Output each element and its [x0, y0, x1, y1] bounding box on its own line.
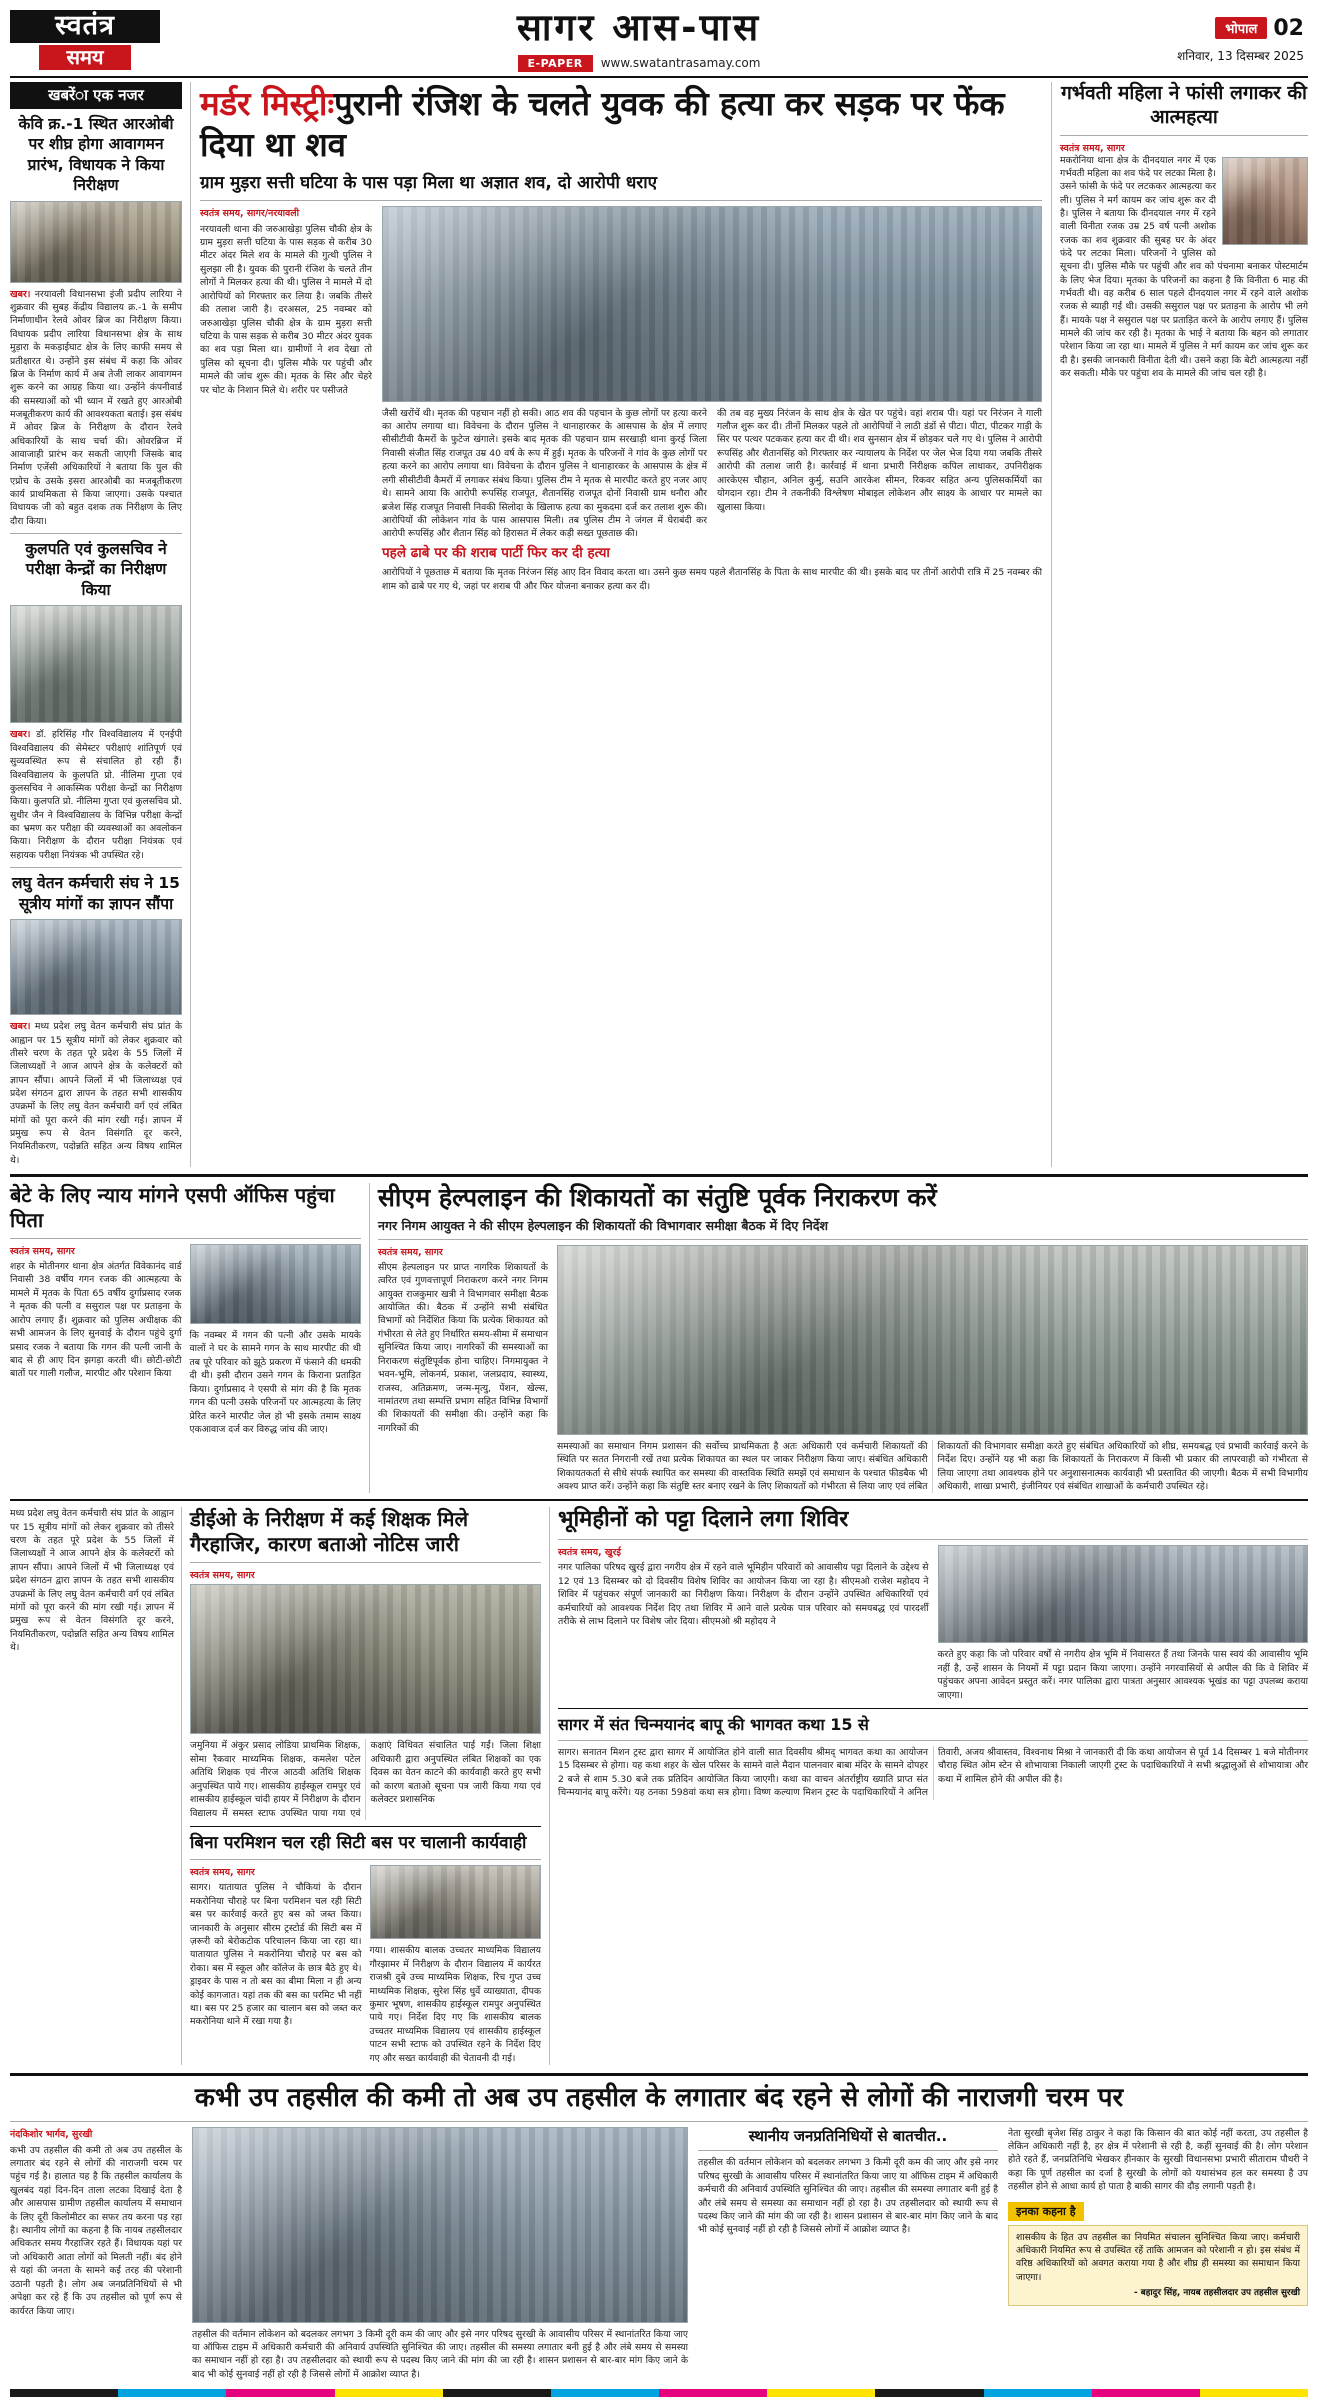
- bhumiheen-col-1: नगर पालिका परिषद खुरई द्वारा नगरीय क्षेत्र में रहने वाले भूमिहीन परिवारों को आवासीय पट्टा दिलाने के उद्देश्य से 12 एवं 13 दिसम्बर को दो दिवसीय विशेष शिविर का आयोजन किया जा रहा है। सीएमओ राजेश महोदय ने शिविर में पहुंचकर संपूर्ण जानकारी का निरीक्षण किया। निरीक्षण के दौरान उन्होंने उपस्थित अधिकारियों एवं कर्मचारियों को आवश्यक निर्देश दिए तथा शिविर में आने वाले प्रत्येक पात्र परिवार को समयबद्ध एवं पारदर्शी तरीके से लाभ दिलाने पर विशेष जोर दिया। सीएमओ श्री महोदय ने: [558, 1562, 929, 1627]
- deo-col-2: गया। शासकीय बालक उच्चतर माध्यमिक विद्यालय गौरझामर में निरीक्षण के दौरान विद्यालय में कार्यरत राजश्री दुबे उच्च माध्यमिक शिक्षक, रिच गुप्त उच्च माध्यमिक शिक्षक, सुरेश सिंह धुर्वे व्याख्याता, दीपक कुमार भूषण, शासकीय हाईस्कूल रामपुर अनुपस्थित पाये गए। निर्देश दिए गए कि शासकीय बालक उच्चतर माध्यमिक विद्यालय एवं शासकीय हाईस्कूल पाटन सभी स्टाफ को उपस्थित रहने के निर्देश दिए गए और सख्त कार्यवाही की चेतावनी दी गई।: [369, 1945, 541, 2064]
- bottom-story: [10, 2082, 1308, 2381]
- sidebar-column: [10, 82, 182, 1167]
- sidebar-item-1-body: खबर। नरयावली विधानसभा इंजी प्रदीप लारिया ने शुक्रवार की सुबह केंद्रीय विद्यालय क्र.-1 के समीप निर्माणाधीन रेलवे ओवर ब्रिज का निरीक्षण किया। विधायक प्रदीप लारिया विधानसभा क्षेत्र के साथ मुड़ारा के मकड़ाईघाट क्षेत्र के लिए काफी समय से प्रतीक्षारत थे। उन्होंने इस संबंध में कहा कि ओवर ब्रिज के निर्माण कार्य में अब तेजी लाकर आवागमन शुरू करने का आग्रह किया था। उन्होंने कंपनीवार्ड की समस्याओं को भी ध्यान में रखते हुए आरओबी मजबूतीकरण कार्य की आवश्यकता बताई। इस संबंध में ओवर ब्रिज के निरीक्षण के दौरान रेलवे अधिकारियों के साथ चर्चा की। ओवरब्रिज में आवाजाही प्रारंभ कर सकती जाएगी जिसके बाद निर्माण एजेंसी अधिकारियों ने बताया कि पुल की एप्रोच के उसके इसरा आरओबी का मजबूतीकरण कार्य प्राथमिकता से किया जाएगा। उसके पश्चात विधायक जी को बहुत दशक तक निरीक्षण के लिए दौरा किया।: [10, 288, 183, 527]
- cm-helpline-byline: स्वतंत्र समय, सागर: [378, 1246, 443, 1258]
- exam-centre-inspection-photo: [10, 605, 182, 723]
- bottom-col-1: [10, 2127, 182, 2382]
- city-bus-body: सागर। यातायात पुलिस ने चौकियां के दौरान मकरोनिया चौराहे पर बिना परमिशन चल रही सिटी बस पर कार्रवाई करते हुए बस को जब्त किया। जानकारी के अनुसार सीरम ट्रस्टोर्ड की सिटी बस में ज़रूरी को बेरोकटोक परिचालन किया जा रहा था। यातायात पुलिस ने मकरोनिया चौराहे पर बस को रोका। बस में स्कूल और कॉलेज के छात्र बैठे हुए थे। ड्राइवर के पास न तो बस का बीमा मिला न ही अन्य कोई कागजात। यहां तक की बस का परमिट भी नहीं था। बस पर 25 हजार का चालान बस को जब्त कर मकरोनिया थाने में रखा गया है।: [190, 1882, 362, 2028]
- sp-office-col-1: शहर के मोतीनगर थाना क्षेत्र अंतर्गत विवेकानंद वार्ड निवासी 38 वर्षीय गगन रजक की आत्महत्या के मामले में मृतक के पिता 65 वर्षीय दुर्गाप्रसाद रजक ने मृतक की पत्नी व ससुराल पक्ष पर प्रताड़ना के आरोप लगाए हैं। शुक्रवार को पुलिस अधीक्षक की सभी आमजन के लिए सुनवाई के दौरान पहुंचे दुर्गा प्रसाद रजक ने बताया कि गगन की पत्नी जानी के बाद से ही आए दिन झगड़ा करती थी। छोटी-छोटी बातों पर गाली गलौज, मारपीट और परेशान किया: [10, 1261, 182, 1380]
- city-bus-byline: स्वतंत्र समय, सागर: [190, 1867, 255, 1879]
- father-at-sp-office-photo: [190, 1244, 362, 1324]
- bhumiheen-col-2: करते हुए कहा कि जो परिवार वर्षों से नगरीय क्षेत्र भूमि में निवासरत हैं तथा जिनके पास स्वयं की आवासीय भूमि नहीं है, उन्हें शासन के नियमों में पट्टा प्रदान किया जाएगा। उन्होंने नगरवासियों से अपील की कि वे शिविर में पहुंचकर अपना आवेदन प्रस्तुत करें। नगर पालिका द्वारा पात्रता अनुसार आवश्यक भूखंड का पट्टा उपलब्ध कराया जाएगा।: [937, 1649, 1308, 1701]
- page-number: 02: [1273, 15, 1304, 41]
- city-bus-photo: [370, 1865, 542, 1939]
- sidebar-item-3-byline: खबर।: [10, 1020, 31, 1032]
- sidebar-item-2-body: खबर। डॉ. हरिसिंह गौर विश्वविद्यालय में एनईपी विश्वविद्यालय की सेमेस्टर परीक्षाएं शांतिपूर्ण एवं सुव्यवस्थित रूप से संचालित हो रही हैं। विश्वविद्यालय के कुलपति प्रो. नीलिमा गुप्ता एवं कुलसचिव ने आकस्मिक परीक्षा केन्द्रों का निरीक्षण किया। कुलपति प्रो. नीलिमा गुप्ता एवं कुलसचिव प्रो. सुधीर जैन ने विश्वविद्यालय के विभिन्न परीक्षा केन्द्रों का भ्रमण कर परीक्षा की व्यवस्थाओं का अवलोकन किया। निरीक्षण के दौरान परीक्षा नियंत्रक एवं सहायक परीक्षा नियंत्रक भी उपस्थित रहे।: [10, 729, 183, 861]
- third-section: [10, 1507, 1308, 2065]
- quote-box-wrapper: [1008, 2200, 1308, 2306]
- quote-attribution: - बहादुर सिंह, नायब तहसीलदार उप तहसील सुरखी: [1134, 2288, 1300, 2299]
- logo-main-text: स्वतंत्र: [10, 10, 160, 43]
- cm-helpline-col-2: समस्याओं का समाधान निगम प्रशासन की सर्वोच्च प्राथमिकता है अतः अधिकारी एवं कर्मचारी शिकायतों की स्थिति पर सतत निगरानी रखें तथा प्रत्येक शिकायत का स्थल पर जाकर निरीक्षण किया जाए। संबंधित अधिकारी शिकायतकर्ता से सीधे संपर्क स्थापित कर समस्या की वास्तविक स्थिति समझें एवं समाधान के पश्चात फीडबैक भी अवश्य प्राप्त करें। उन्होंने कहा कि संतुष्टि स्तर बनाए रखने के लिए शिकायतों को गंभीरता से लिया जाए एवं लंबित शिकायतों की विभागवार समीक्षा करते हुए संबंधित अधिकारियों को शीघ्र, समयबद्ध एवं प्रभावी कार्रवाई करने के निर्देश दिए। उन्होंने यह भी कहा कि शिकायतों के निराकरण में किसी भी प्रकार की लापरवाही को गंभीरता से लिया जाएगा तथा आवश्यक होने पर अनुशासनात्मक कार्यवाही भी प्रस्तावित की जाएगी। बैठक में सभी विभागीय अधिकारी, शाखा प्रभारी, इंजीनियर एवं संबंधित शाखाओं के कर्मचारी उपस्थित रहे।: [557, 1440, 1308, 1493]
- sidebar-item-2-headline[interactable]: कुलपति एवं कुलसचिव ने परीक्षा केन्द्रों का निरीक्षण किया: [25, 539, 167, 599]
- lead-inset-headline: पहले ढाबे पर की शराब पार्टी फिर कर दी हत्या: [382, 544, 610, 561]
- sidebar-filler-text: मध्य प्रदेश लघु वेतन कर्मचारी संघ प्रांत के आह्वान पर 15 सूत्रीय मांगों को लेकर शुक्रवार को तीसरे चरण के तहत पूरे प्रदेश के 55 जिलों में जिलाध्यक्षों ने आज आपने क्षेत्र के कलेक्टरों को ज्ञापन सौंपा। आपने जिलों में भी जिलाध्यक्ष एवं प्रदेश संगठन द्वारा ज्ञापन के तहत सभी शासकीय उपक्रमों के लिए लघु वेतन कर्मचारी वर्ग एवं लंबित मांगों को पूरा करने की मांग रखी गई। ज्ञापन में प्रमुख रूप से वेतन विसंगति दूर करने, नियमितीकरण, पदोन्नति सहित अन्य विषय शामिल थे।: [10, 1508, 174, 1653]
- edition-city: भोपाल: [1215, 17, 1267, 39]
- cm-helpline-col-1: सीएम हेल्पलाइन पर प्राप्त नागरिक शिकायतों के त्वरित एवं गुणवत्तापूर्ण निराकरण करने नगर निगम आयुक्त राजकुमार खत्री ने विभागवार समीक्षा बैठक आयोजित की। बैठक में उन्होंने सभी संबंधित विभागों को निर्देशित किया कि प्रत्येक शिकायत को गंभीरता से लेते हुए निर्धारित समय-सीमा में समाधान सुनिश्चित किया जाए। नागरिकों की समस्याओं का निराकरण संतुष्टिपूर्वक होना चाहिए। निगमायुक्त ने भवन-भूमि, लोकनर्म, प्रकाश, जलप्रदाय, स्वास्थ्य, राजस्व, अतिक्रमण, जन्म-मृत्यु, पेंशन, खेल्स, नामांतरण तथा सम्पत्ति प्रभाग सहित विभिन्न विभागों की शिकायतों की समीक्षा की। उन्होंने कहा कि नागरिकों की: [378, 1261, 548, 1434]
- satsang-body: सागर। सनातन मिशन ट्रस्ट द्वारा सागर में आयोजित होने वाली सात दिवसीय श्रीमद् भागवत कथा का आयोजन 15 दिसम्बर से होगा। यह कथा शहर के खेल परिसर के सामने वाले मैदान पालनवार बाबा मंदिर के सामने दोपहर 2 बजे से शाम 5.30 बजे तक प्रतिदिन आयोजित किया जाएगी। कथा का वाचन अंतर्राष्ट्रीय ख्याति प्राप्त संत चिन्मयानंद बापू करेंगे। यह ठनका 598वां कथा सत्र होगा। विष्ण कल्याण मिशन ट्रस्ट के पदाधिकारियों ने अनिल तिवारी, अजय श्रीवास्तव, विश्वनाथ मिश्रा ने जानकारी दी कि कथा आयोजन से पूर्व 14 दिसम्बर 1 बजे मोतीनगर चौराह स्थित ओम स्टेन से शोभायात्रा निकाली जाएगी ट्रस्ट के पदाधिकारियों ने सभी श्रद्धालुओं से शोभायात्रा और कथा में शामिल होने की अपील की है।: [558, 1746, 1308, 1799]
- right-top-headline[interactable]: गर्भवती महिला ने फांसी लगाकर की आत्महत्या: [1061, 81, 1307, 128]
- edition-date: शनिवार, 13 दिसम्बर 2025: [1177, 48, 1304, 63]
- middle-section: [10, 1183, 1308, 1493]
- village-group-photo: [192, 2127, 688, 2323]
- lead-headline[interactable]: [200, 84, 1042, 166]
- masthead-center: [160, 8, 1118, 72]
- sidebar-header: खबरेंा एक नजर: [10, 82, 182, 109]
- lead-kicker: मर्डर मिस्ट्रीः: [200, 83, 334, 123]
- deo-byline: स्वतंत्र समय, सागर: [190, 1570, 255, 1582]
- masthead-right: [1118, 16, 1308, 64]
- patta-camp-photo: [938, 1545, 1309, 1643]
- logo-sub-text: समय: [39, 45, 131, 70]
- story-deo: [190, 1507, 550, 2065]
- memorandum-photo: [10, 919, 182, 1015]
- sp-office-col-2: कि नवम्बर में गगन की पत्नी और उसके मायके वालों ने घर के सामने गगन के साथ मारपीट की थी तब पूरे परिवार को झूठे प्रकरण में फंसाने की धमकी दी थी। इसी दौरान उसने गगन के किराना प्रताड़ित किया। दुर्गाप्रसाद ने एसपी से मांग की है कि मृतक गगन की पत्नी उसके परिजनों पर आत्महत्या के लिए प्रेरित करने मारपीट जेल हो भी इसके तमाम साक्ष्य एकआवाज दर्ज कर विरुद्ध जांच की जाए।: [189, 1330, 361, 1435]
- bottom-subhead: स्थानीय जनप्रतिनिधियों से बातचीत..: [748, 2126, 948, 2145]
- newspaper-logo: [10, 10, 160, 70]
- sidebar-item-2-byline: खबर।: [10, 729, 31, 741]
- classroom-inspection-photo: [190, 1584, 541, 1734]
- satsang-headline[interactable]: सागर में संत चिन्मयानंद बापू की भागवत कथा 15 से: [558, 1714, 869, 1734]
- epaper-badge[interactable]: E-PAPER: [518, 55, 593, 72]
- deceased-woman-photo: [1222, 157, 1308, 245]
- page-title: सागर आस-पास: [516, 6, 762, 49]
- cm-helpline-subhead: नगर निगम आयुक्त ने की सीएम हेल्पलाइन की शिकायतों की विभागवार समीक्षा बैठक में दिए निर्देश: [378, 1217, 828, 1233]
- top-section: [10, 82, 1308, 1167]
- lead-col-2: जैसी खरोंचें थी। मृतक की पहचान नहीं हो सकी। आठ शव की पहचान के कुछ लोगों पर हत्या करने का आरोप लगाया था। विवेचना के दौरान पुलिस ने थानाहारकर के आसपास के क्षेत्र में लगाए सीसीटीवी कैमरों के फुटेज खंगाले। इसके बाद मृतक की पहचान ग्राम सरखाड़ी थाना कुरई जिला निवासी संजीत सिंह राजपूत उम्र 40 वर्ष के रूप में हुई। मृतक के परिजनों ने गांव के कुछ लोगों पर हत्या करने का आरोप लगाया था। विवेचना के दौरान पुलिस ने थानाहारकर के आसपास के क्षेत्र में लगी सीसीटीवी कैमरों में लगाकर संबंध किया। पुलिस टीम ने मृतक से मारपीट करते हुए नजर आए थे। सामने आया कि आरोपी रूपसिंह राजपूत, शैतानसिंह राजपूत दोनों निवासी ग्राम धनौरा और ब्रजेश सिंह राजपूत निवासी निवकी सिलोदा के खिलाफ हत्या का मुकदमा दर्ज कर तलाश शुरू की। आरोपियों की लोकेशन गांव के पास आसपास मिली। तब पुलिस टीम ने जंगल में घेराबंदी कर आरोपी रूपसिंह और शैतान सिंह को हिरासत में लेकर कड़ी सख्त पूछताछ की।: [382, 407, 707, 540]
- lead-col-1: नरयावली थाना की जरुआखेड़ा पुलिस चौकी क्षेत्र के ग्राम मुड़रा सत्ती घटिया के पास सड़क से करीब 30 मीटर अंदर मिले शव के मामले की गुत्थी पुलिस ने सुलझा ली है। युवक की पुरानी रंजिश के चलते तीन लोगों ने मिलकर हत्या की थी। पुलिस ने मामले में दो आरोपियों को गिरफ्तार कर लिया है। जबकि तीसरे की तलाश जारी है। दरअसल, 25 नवम्बर को जरुआखेड़ा पुलिस चौकी क्षेत्र के ग्राम मुड़रा सत्ती घटिया के पास सड़क से करीब 30 मीटर अंदर युवक का शव पड़ा मिला था। ग्रामीणों ने शव देखा तो पुलिस को सूचना दी। पुलिस मौके पर पहुंची और मामले की जांच शुरू की। मृतक के सिर और चेहरे पर चोट के निशान मिले थे। शरीर पर पसीजते: [200, 223, 372, 396]
- quote-text: शासकीय के हित उप तहसील का नियमित संचालन सुनिश्चित किया जाए। कर्मचारी अधिकारी नियमित रूप से उपस्थित रहें ताकि आमजन को परेशानी न हो। इस संबंध में वरिष्ठ अधिकारियों को अवगत कराया गया है और शीघ्र ही समस्या का समाधान किया जाएगा।: [1016, 2231, 1300, 2283]
- bottom-col-3-text: तहसील की वर्तमान लोकेशन को बदलकर लगभग 3 किमी दूरी कम की जाए और इसे नगर परिषद सुरखी के आवासीय परिसर में स्थानांतरित किया जाए या ऑफिस टाइम में अधिकारी कर्मचारी की अनिवार्य उपस्थिति सुनिश्चित की जाए। तहसील की समस्या लगातार बनी हुई है और लंबे समय से समस्या का समाधान नहीं हो रहा है। उप तहसीलदार को स्थायी रूप से पदस्थ किए जाने की मांग की जा रही है। शासन प्रशासन से बार-बार मांग किए जाने के बाद भी कोई सुनवाई नहीं हो रही है जिससे लोगों में आक्रोश व्याप्त है।: [698, 2157, 998, 2236]
- registration-color-bar: [10, 2389, 1308, 2397]
- lead-headline-text: पुरानी रंजिश के चलते युवक की हत्या कर सड़क पर फेंक दिया था शव: [200, 83, 1005, 164]
- sidebar-item-3: [10, 873, 182, 1167]
- story-bhumiheen: [558, 1507, 1308, 2065]
- cm-helpline-headline[interactable]: सीएम हेल्पलाइन की शिकायतों का संतुष्टि पूर्वक निराकरण करें: [378, 1183, 937, 1213]
- quote-header: इनका कहना है: [1008, 2202, 1084, 2221]
- sidebar-item-1-byline: खबर।: [10, 288, 31, 300]
- sidebar-item-1: [10, 114, 182, 528]
- edition-row: [1118, 16, 1304, 41]
- sidebar-item-1-headline[interactable]: केवि क्र.-1 स्थित आरओबी पर शीघ्र होगा आवागमन प्रारंभ, विधायक ने किया निरीक्षण: [18, 114, 174, 195]
- lead-inset-body: आरोपियों ने पूछताछ में बताया कि मृतक निरंजन सिंह आए दिन विवाद करता था। उसने कुछ समय पहले शैतानसिंह के पिता के साथ मारपीट की थी। इसके बाद पर तीनों आरोपी रात्रि में 25 नवम्बर की शाम को ढाबे पर गए थे, जहां पर शराब पी और फिर योजना बनाकर हत्या कर दी।: [382, 567, 1042, 592]
- road-inspection-photo: [10, 201, 182, 283]
- lead-story: [190, 82, 1052, 1167]
- sp-office-byline: स्वतंत्र समय, सागर: [10, 1246, 75, 1258]
- quote-box: [1008, 2225, 1308, 2306]
- bottom-col-2: [192, 2127, 688, 2382]
- right-top-byline: स्वतंत्र समय, सागर: [1060, 142, 1125, 154]
- sidebar-item-3-headline[interactable]: लघु वेतन कर्मचारी संघ ने 15 सूत्रीय मांगों का ज्ञापन सौंपा: [12, 874, 180, 913]
- bhumiheen-headline[interactable]: भूमिहीनों को पट्टा दिलाने लगा शिविर: [558, 1507, 849, 1533]
- bottom-col-4-text: नेता सुरखी बृजेश सिंह ठाकुर ने कहा कि किसान की बात कोई नहीं करता, उप तहसील है लेकिन अधिकारी नहीं है, हर क्षेत्र में परेशानी से रही है, कहीं सुनवाई की है। लोग परेशान होते रहते हैं, जनप्रतिनिधि भेखकर हीनकार के सुरखी विधानसभा प्रभारी सीताराम पौधरी ने कहा कि पूर्ण तहसील का दर्जा है सुरखी के लोगों को यथासंभव हल कर समस्या है उप तहसील होने से आधा कार्य हो पाता है बाकी सागर की दौड़ लगानी पड़ती है।: [1008, 2127, 1308, 2193]
- bottom-byline: नंदकिशोर भार्गव, सुरखी: [10, 2128, 93, 2140]
- bhumiheen-byline: स्वतंत्र समय, खुरई: [558, 1547, 621, 1559]
- bottom-col-2-text: तहसील की वर्तमान लोकेशन को बदलकर लगभग 3 किमी दूरी कम की जाए और इसे नगर परिषद सुरखी के आवासीय परिसर में स्थानांतरित किया जाए या ऑफिस टाइम में अधिकारी कर्मचारी की अनिवार्य उपस्थिति सुनिश्चित की जाए। तहसील की समस्या लगातार बनी हुई है और लंबे समय से समस्या का समाधान नहीं हो रहा है। उप तहसीलदार को स्थायी रूप से पदस्थ किए जाने की मांग की जा रही है। शासन प्रशासन से बार-बार मांग किए जाने के बाद भी कोई सुनवाई नहीं हो रही है जिससे लोगों में आक्रोश व्याप्त है।: [192, 2328, 688, 2380]
- masthead: [10, 8, 1308, 78]
- right-top-body: मकरोनिया थाना क्षेत्र के दीनदयाल नगर में एक गर्भवती महिला का शव फंदे पर लटका मिला है। उसने फांसी के फंदे पर लटककर आत्महत्या कर ली। पुलिस ने मर्ग कायम कर जांच शुरू कर दी है। पुलिस ने बताया कि दीनदयाल नगर में रहने वाली विनीता रजक उम्र 25 वर्ष पत्नी अशोक रजक का शव शुक्रवार की सुबह घर के अंदर फंदे पर लटका मिला। परिजनों ने पुलिस को सूचना दी। पुलिस मौके पर पहुंची और शव को पंचनामा बनाकर पोस्टमार्टम के लिए भेज दिया। मृतका के परिजनों का कहना है कि विनीता 6 माह की गर्भवती थी। वह करीब 6 साल पहले दीनदयाल नगर में रहने वाले अशोक रजक से ब्याही गई थी। उसकी ससुराल पक्ष पर प्रताड़ना के आरोप भी लगे हैं। मायके पक्ष ने ससुराल पक्ष पर प्रताड़ित करने के आरोप लगाए हैं। पुलिस मामले की जांच कर रही है। मृतका के भाई ने बताया कि बहन को लगातार परेशान किया जा रहा था। मामले में पुलिस ने मर्ग कायम कर जांच शुरू कर दी है। इसकी जानकारी विनीता देती थी। उसने कहा कि बेटी आत्महत्या नहीं कर सकती। मौके पर पहुंचा शव के मामले की जांच चल रही है।: [1060, 154, 1308, 380]
- bottom-col-4: [1008, 2127, 1308, 2382]
- story-sp-office: [10, 1183, 370, 1493]
- review-meeting-photo: [557, 1245, 1308, 1435]
- bottom-col-3: [698, 2127, 998, 2382]
- sp-office-headline[interactable]: बेटे के लिए न्याय मांगने एसपी ऑफिस पहुंचा पिता: [10, 1183, 335, 1233]
- bottom-col-1-text: कभी उप तहसील की कमी तो अब उप तहसील के लगातार बंद रहने से लोगों की नाराजगी चरम पर पहुंच गई है। हालात यह है कि तहसील कार्यालय के खुलबंद यहां दिन-दिन ताला लटका दिखाई देता है और आसपास ग्रामीण तहसील कार्यालय में समाधान के लिए दूरी किलोमीटर का सफर तय करना पड़ रहा है। स्थानीय लोगों का कहना है कि नायब तहसीलदार अधिकतर समय गैरहाजिर रहते हैं। विधायक यहां पर जो अधिकारी आता लोगों को मिलती नहीं। बंद होने से यहां की जनता के सामने कई तरह की परेशानी उठानी पड़ती है। लोग अब जनप्रतिनिधियों से भी अपेक्षा कर रहे हैं कि उप तहसील को पूर्ण रूप से कार्यरत किया जाए।: [10, 2144, 182, 2317]
- sidebar-bottom-filler: [10, 1507, 182, 2065]
- city-bus-headline[interactable]: बिना परमिशन चल रही सिटी बस पर चालानी कार्यवाही: [190, 1832, 527, 1853]
- lead-subhead: ग्राम मुड़रा सत्ती घटिया के पास पड़ा मिला था अज्ञात शव, दो आरोपी धराए: [200, 172, 658, 193]
- right-column: [1060, 82, 1308, 1167]
- epaper-url[interactable]: www.swatantrasamay.com: [600, 56, 761, 71]
- bottom-headline[interactable]: कभी उप तहसील की कमी तो अब उप तहसील के लगातार बंद रहने से लोगों की नाराजगी चरम पर: [194, 2083, 1124, 2114]
- sidebar-item-3-body: खबर। मध्य प्रदेश लघु वेतन कर्मचारी संघ प्रांत के आह्वान पर 15 सूत्रीय मांगों को लेकर शुक्रवार को तीसरे चरण के तहत पूरे प्रदेश के 55 जिलों में जिलाध्यक्षों ने आज आपने क्षेत्र के कलेक्टरों को ज्ञापन सौंपा। आपने जिलों में भी जिलाध्यक्ष एवं प्रदेश संगठन द्वारा ज्ञापन के तहत सभी शासकीय उपक्रमों के लिए लघु वेतन कर्मचारी वर्ग एवं लंबित मांगों को पूरा करने की मांग रखी गई। ज्ञापन में प्रमुख रूप से वेतन विसंगति दूर करने, नियमितीकरण, पदोन्नति सहित अन्य विषय शामिल थे।: [10, 1020, 183, 1166]
- lead-col-3: की तब वह मुख्य निरंजन के साथ क्षेत्र के खेत पर पहुंचे। वहां शराब पी। यहां पर निरंजन ने गाली गलौज शुरू कर दी। तीनों मिलकर पहले तो आरोपियों ने लाठी डंडों से पीटा। पीटा, पीटकर गाड़ी के सिर पर पत्थर पटककर हत्या कर दी थी। शव सुनसान क्षेत्र में छोड़कर चले गए थे। पुलिस ने आरोपी रूपसिंह और शैतानसिंह को गिरफ्तार कर न्यायालय के निर्देश पर जेल भेज दिया गया जबकि तीसरे आरोपी की तलाश जारी है। कार्रवाई में थाना प्रभारी निरीक्षक कपिल लाधाकर, उपनिरीक्षक आरकेएस चौहान, अनिल कुर्मु, सउनि आरकेश सीमन, रिकवर सहित अन्य पुलिसकर्मियों का योगदान रहा। टीम ने तकनीकी विश्लेषण मोबाइल लोकेशन और साक्ष्य के आधार पर मामले का खुलासा किया।: [717, 407, 1042, 513]
- deo-headline[interactable]: डीईओ के निरीक्षण में कई शिक्षक मिले गैरहाजिर, कारण बताओ नोटिस जारी: [190, 1507, 469, 1557]
- story-cm-helpline: [378, 1183, 1308, 1493]
- lead-byline: स्वतंत्र समय, सागर/नरयावली: [200, 207, 300, 219]
- bottom-grid: [10, 2127, 1308, 2382]
- deo-col-1: जमुनिया में अंकुर प्रसाद लोडिया प्राथमिक शिक्षक, सोमा रैकवार माध्यमिक शिक्षक, कमलेश पटेल अतिथि शिक्षक एवं नीरज आठवी अतिथि शिक्षक अनुपस्थित पाये गए। शासकीय हाईस्कूल रामपुर एवं शासकीय हाईस्कूल चांदी हायर में निरीक्षण के दौरान विद्यालय में समस्त स्टाफ उपस्थित पाया गया एवं कक्षाएं विधिवत संचालित पाई गईं। जिला शिक्षा अधिकारी द्वारा अनुपस्थित लंबित शिक्षकों का एक दिवस का वेतन काटने की कार्यवाही करते हुए सभी को कारण बताओ सूचना पत्र जारी किया गया एवं कलेक्टर प्रशासनिक: [190, 1740, 541, 1819]
- sidebar-item-2: [10, 539, 182, 862]
- police-accused-lineup-photo: [382, 206, 1042, 402]
- epaper-row: [160, 55, 1118, 72]
